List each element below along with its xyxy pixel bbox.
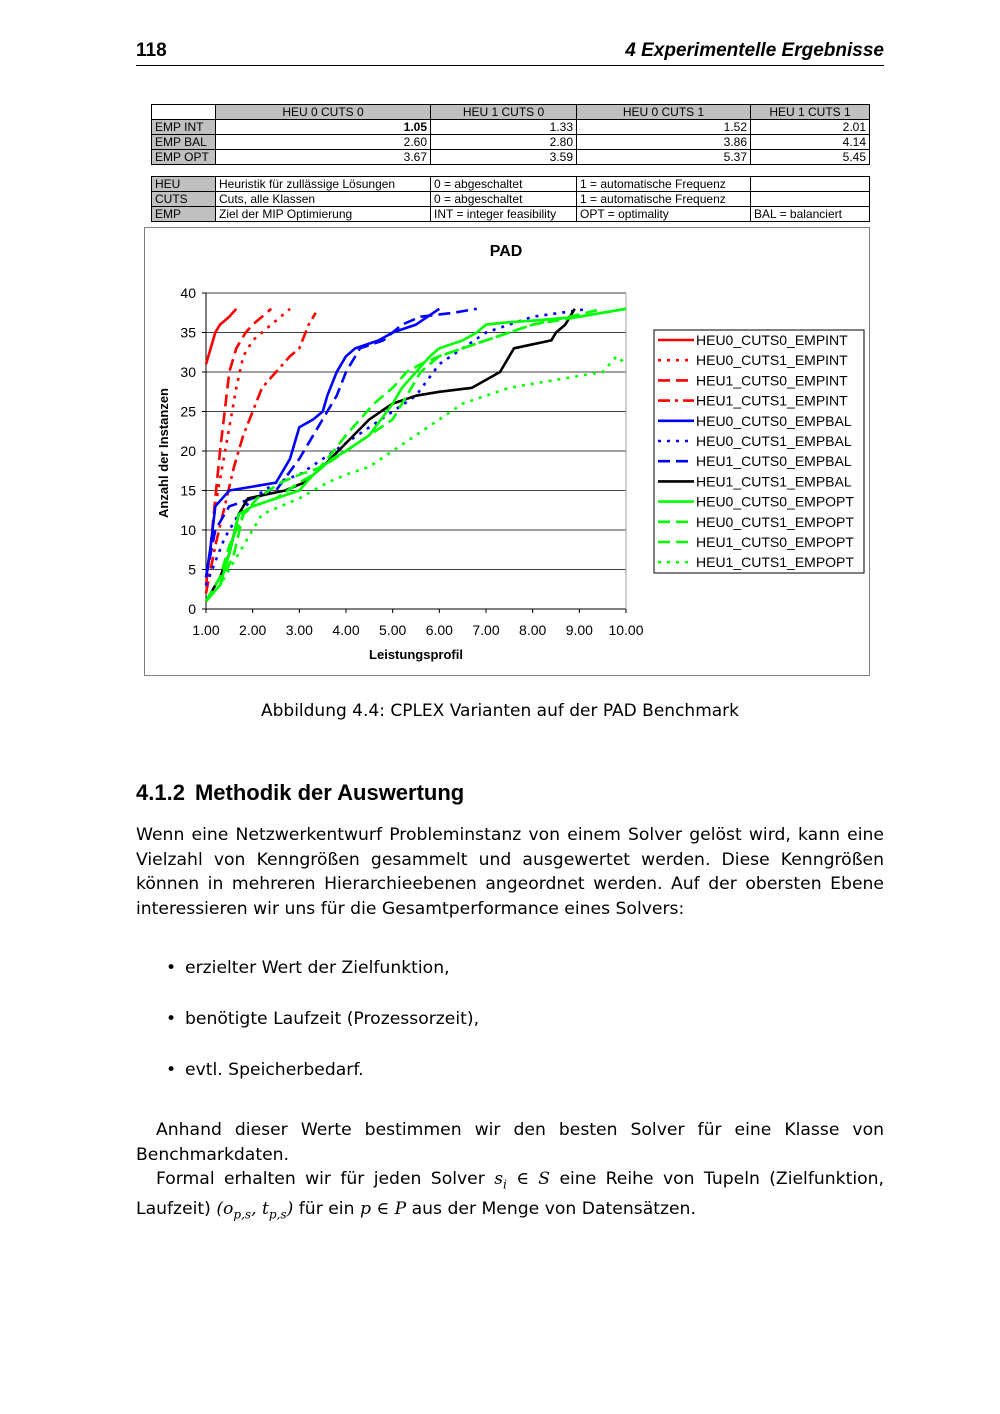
abbreviation-cell: EMP	[152, 207, 216, 222]
legend-entry: HEU1_CUTS0_EMPINT	[696, 372, 848, 389]
table-row	[152, 120, 870, 135]
x-tick-label: 3.00	[285, 622, 313, 638]
y-tick-label: 25	[180, 403, 196, 420]
table-cell: 5.37	[577, 150, 751, 165]
table-cell: BAL = balanciert	[751, 207, 870, 222]
row-label: EMP INT	[152, 120, 216, 135]
abbreviation-cell: CUTS	[152, 192, 216, 207]
text-run: für ein	[293, 1198, 360, 1219]
chart-legend	[654, 330, 864, 573]
y-tick-label: 15	[180, 482, 196, 499]
table-row	[152, 192, 870, 207]
legend-entry: HEU0_CUTS0_EMPBAL	[696, 412, 852, 429]
y-axis-label: Anzahl der Instanzen	[156, 387, 171, 519]
table-cell: Cuts, alle Klassen	[216, 192, 431, 207]
x-tick-label: 4.00	[332, 622, 360, 638]
abbreviation-cell: HEU	[152, 177, 216, 192]
table-corner-cell	[152, 105, 216, 120]
legend-entry: HEU1_CUTS0_EMPOPT	[696, 534, 854, 550]
table-cell: Heuristik für zullässige Lösungen	[216, 177, 431, 192]
table-cell: 0 = abgeschaltet	[431, 192, 577, 207]
list-item: • erzielter Wert der Zielfunktion,	[166, 956, 479, 1007]
text-run: aus der Menge von Datensätzen.	[406, 1198, 696, 1219]
y-tick-label: 40	[180, 285, 196, 301]
y-tick-label: 35	[180, 324, 196, 341]
table-cell	[751, 177, 870, 192]
chart-title: PAD	[489, 243, 523, 260]
table-cell: INT = integer feasibility	[431, 207, 577, 222]
chapter-title: 4 Experimentelle Ergebnisse	[625, 40, 884, 61]
table-cell: 1 = automatische Frequenz	[577, 192, 751, 207]
x-tick-label: 6.00	[425, 622, 453, 638]
legend-entry: HEU1_CUTS1_EMPOPT	[696, 554, 854, 571]
text-run: eine Reihe von Tupeln (Zielfunktion, Laufzeit)	[136, 1169, 885, 1219]
math-dataset-symbol: p ∈ P	[359, 1198, 407, 1219]
legend-entry: HEU0_CUTS1_EMPOPT	[696, 513, 854, 530]
y-tick-label: 5	[188, 561, 196, 578]
table-cell: OPT = optimality	[577, 207, 751, 222]
page-header	[136, 38, 884, 66]
table-cell: 3.86	[577, 135, 751, 150]
section-heading	[136, 780, 464, 806]
legend-entry: HEU1_CUTS1_EMPBAL	[696, 473, 852, 490]
bullet-list	[166, 956, 479, 1109]
y-tick-label: 20	[180, 443, 196, 459]
paragraph	[136, 1167, 884, 1227]
list-item: • benötigte Laufzeit (Prozessorzeit),	[166, 1007, 479, 1058]
math-tuple: ($o_{p,s}$, $t_{p,s}$)	[216, 1198, 294, 1222]
y-tick-label: 30	[180, 364, 196, 380]
table-row	[152, 177, 870, 192]
x-tick-label: 1.00	[192, 622, 220, 638]
table-cell	[751, 192, 870, 207]
table-row	[152, 150, 870, 165]
y-tick-label: 0	[188, 601, 196, 617]
legend-entry: HEU0_CUTS0_EMPOPT	[696, 493, 854, 510]
table-cell: 1.33	[431, 120, 577, 135]
x-tick-label: 2.00	[239, 622, 267, 638]
table-cell: 4.14	[751, 135, 870, 150]
x-tick-label: 5.00	[379, 622, 407, 638]
performance-profile-chart	[144, 227, 870, 676]
table-row	[152, 207, 870, 222]
table-cell: 2.80	[431, 135, 577, 150]
column-header: HEU 1 CUTS 1	[751, 105, 870, 120]
abbreviation-legend-table	[151, 176, 870, 222]
column-header: HEU 1 CUTS 0	[431, 105, 577, 120]
table-cell: 2.60	[216, 135, 431, 150]
results-table	[151, 104, 870, 165]
table-cell: 1 = automatische Frequenz	[577, 177, 751, 192]
paragraph: Anhand dieser Werte bestimmen wir den besten Solver für eine Klasse von Benchmarkdaten.	[136, 1120, 884, 1165]
legend-entry: HEU1_CUTS1_EMPINT	[696, 392, 848, 409]
legend-entry: HEU0_CUTS1_EMPINT	[696, 352, 848, 369]
x-tick-label: 10.00	[608, 622, 644, 638]
section-title: Methodik der Auswertung	[194, 780, 465, 805]
column-header: HEU 0 CUTS 0	[216, 105, 431, 120]
x-tick-label: 7.00	[472, 622, 500, 638]
table-cell: 3.59	[431, 150, 577, 165]
figure-caption: Abbildung 4.4: CPLEX Varianten auf der PAD Benchmark	[260, 701, 740, 721]
page-number: 118	[136, 40, 167, 61]
table-cell: 0 = abgeschaltet	[431, 177, 577, 192]
table-row	[152, 135, 870, 150]
x-axis-label: Leistungsprofil	[369, 647, 463, 662]
table-header-row	[152, 105, 870, 120]
table-cell: 3.67	[216, 150, 431, 165]
row-label: EMP BAL	[152, 135, 216, 150]
table-cell: 1.05	[216, 120, 431, 135]
section-number: 4.1.2	[136, 780, 185, 805]
x-tick-label: 9.00	[565, 622, 593, 638]
table-cell: 5.45	[751, 150, 870, 165]
row-label: EMP OPT	[152, 150, 216, 165]
table-cell: Ziel der MIP Optimierung	[216, 207, 431, 222]
legend-entry: HEU0_CUTS1_EMPBAL	[696, 433, 852, 449]
y-tick-label: 10	[180, 522, 196, 538]
math-solver-symbol: $s_i$ ∈ S	[494, 1169, 551, 1192]
paragraph: Wenn eine Netzwerkentwurf Probleminstanz von einem Solver gelöst wird, kann eine Vielzahl von Kenngrößen gesammelt und ausgewertet werden. Diese Kenngrößen können in mehreren Hierarchieebenen angeordnet werden. Auf der obersten Ebene interessieren wir uns für die Gesamtperformance eines Solvers:	[136, 825, 884, 919]
list-item: • evtl. Speicherbedarf.	[166, 1058, 479, 1109]
table-cell: 2.01	[751, 120, 870, 135]
legend-entry: HEU1_CUTS0_EMPBAL	[696, 453, 852, 470]
column-header: HEU 0 CUTS 1	[577, 105, 751, 120]
x-tick-label: 8.00	[519, 622, 547, 638]
table-cell: 1.52	[577, 120, 751, 135]
legend-entry: HEU0_CUTS0_EMPINT	[696, 332, 848, 348]
text-run: Formal erhalten wir für jeden Solver	[156, 1169, 495, 1189]
